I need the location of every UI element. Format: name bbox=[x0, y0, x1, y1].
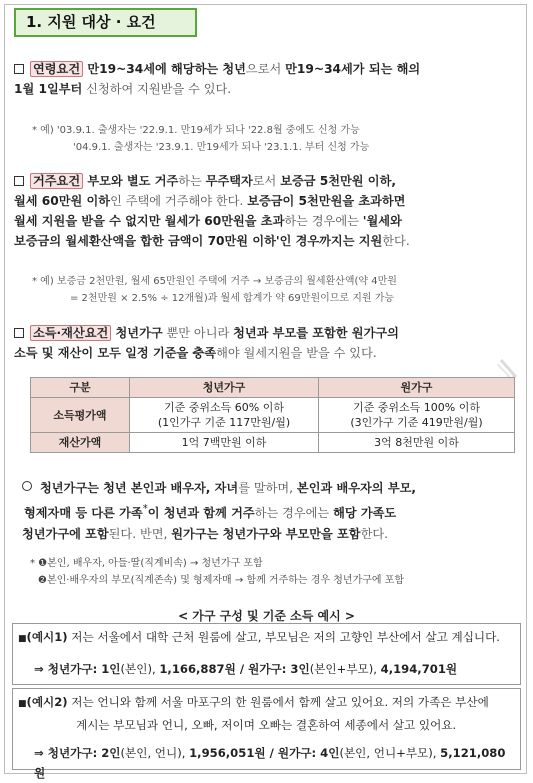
age-requirement bbox=[14, 59, 519, 99]
age-note bbox=[18, 122, 518, 156]
table-row-header: 재산가액 bbox=[31, 433, 130, 453]
household-text: 하는 경우에는 bbox=[254, 506, 334, 521]
cell-line: 기준 중위소득 100% 이하 bbox=[353, 401, 480, 414]
household-text: 를 말하며, bbox=[238, 481, 297, 495]
residence-note bbox=[18, 273, 518, 307]
table-header-cell: 구분 bbox=[31, 378, 130, 398]
example-tag: (예시2) bbox=[26, 695, 68, 709]
result-text: : 2인 bbox=[92, 746, 121, 760]
household-text: 형제자매 등 다른 가족 bbox=[24, 506, 143, 521]
household-note-line: * ❶본인, 배우자, 아들·딸(직계비속) → 청년가구 포함 bbox=[30, 558, 263, 569]
checkbox-square-icon bbox=[14, 176, 24, 186]
example-text: 저는 언니와 함께 서울 마포구의 한 원룸에서 함께 살고 있어요. 저의 가족은 부산에 bbox=[67, 695, 489, 709]
result-text: 4,194,701원 bbox=[380, 662, 458, 676]
result-text: / 원가구 bbox=[235, 662, 282, 676]
residence-text: 월세 60만원 이하 bbox=[14, 194, 111, 208]
residence-note-line: * 예) 보증금 2천만원, 월세 65만원인 주택에 거주 → 보증금의 월세환산액(약 4만원 bbox=[32, 276, 397, 287]
checkbox-square-icon bbox=[14, 328, 24, 338]
table-cell bbox=[130, 398, 319, 433]
age-text: 으로서 bbox=[245, 62, 286, 76]
income-text: 청년가구 bbox=[111, 326, 163, 340]
household-note-line: ❷본인·배우자의 부모(직계존속) 및 형제자매 → 함께 거주하는 경우 청년가구에 포함 bbox=[38, 575, 405, 586]
age-text: 1월 1일부터 bbox=[14, 82, 83, 96]
household-text: 본인과 배우자의 부모, bbox=[296, 481, 416, 495]
residence-text: 인 주택에 거주해야 한다. bbox=[110, 194, 248, 208]
examples-title: < 가구 구성 및 기준 소득 예시 > bbox=[178, 609, 355, 623]
residence-text: 보증금이 5천만원을 초과하면 bbox=[247, 194, 406, 208]
income-requirement bbox=[14, 323, 519, 363]
example-1-result bbox=[34, 659, 514, 679]
household-text: 청년가구는 청년 본인과 배우자, 자녀 bbox=[40, 481, 239, 495]
residence-text: 보증금의 월세환산액을 합한 금액이 70만원 이하'인 경우까지는 지원 bbox=[14, 234, 383, 248]
income-text: 청년과 부모를 포함한 원가구의 bbox=[233, 326, 399, 340]
result-text: 1,956,051원 bbox=[189, 746, 266, 760]
income-text: 소득 및 재산이 모두 일정 기준을 충족 bbox=[14, 346, 217, 360]
residence-text: 하는 경우에는 bbox=[284, 214, 363, 228]
example-1-text: ■(예시1) 저는 서울에서 대학 근처 원룸에 살고, 부모님은 저의 고향인 부산에서 살고 계십니다. bbox=[18, 630, 500, 644]
income-text: 뿐만 아니라 bbox=[162, 326, 234, 340]
residence-text: 하는 bbox=[178, 174, 206, 188]
household-definition bbox=[22, 478, 520, 545]
cell-line: (3인가구 기준 419만원/월) bbox=[350, 416, 483, 429]
example-2-text: ■(예시2) 저는 언니와 함께 서울 마포구의 한 원룸에서 함께 살고 있어요. 저의 가족은 부산에 계시는 부모님과 언니, 오빠, 저이며 오빠는 결혼하여 세종에서 살고 있어요. bbox=[18, 695, 489, 732]
age-note-line: '04.9.1. 출생자는 '23.9.1. 만19세가 되나 '23.1.1. 부터 신청 가능 bbox=[73, 142, 370, 153]
section-title: 1. 지원 대상 · 요건 bbox=[14, 8, 197, 37]
table-header-row bbox=[31, 378, 515, 398]
table-row-header: 소득평가액 bbox=[31, 398, 130, 433]
table-cell: 1억 7백만원 이하 bbox=[130, 433, 319, 453]
residence-text: 한다. bbox=[382, 234, 410, 248]
result-text: / 원가구 bbox=[265, 746, 312, 760]
age-text: 만19~34세가 되는 해의 bbox=[285, 62, 421, 76]
residence-text: 무주택자 bbox=[205, 174, 253, 188]
result-text: : 1인 bbox=[92, 662, 121, 676]
age-label: 연령요건 bbox=[30, 61, 83, 77]
household-note bbox=[18, 555, 518, 589]
example-text: 계시는 부모님과 언니, 오빠, 저이며 오빠는 결혼하여 세종에서 살고 있어요. bbox=[76, 718, 457, 732]
result-text: : 4인 bbox=[311, 746, 340, 760]
income-text: 해야 월세지원을 받을 수 있다. bbox=[216, 346, 377, 360]
income-criteria-table bbox=[30, 377, 515, 453]
residence-text: '월세와 bbox=[362, 214, 402, 228]
table-header-cell: 청년가구 bbox=[130, 378, 319, 398]
table-row bbox=[31, 433, 515, 453]
household-text: 청년가구에 포함 bbox=[22, 527, 109, 542]
household-text: 원가구는 청년가구와 부모만을 포함 bbox=[171, 527, 361, 542]
cell-line: 기준 중위소득 60% 이하 bbox=[164, 401, 284, 414]
residence-label: 거주요건 bbox=[30, 173, 83, 189]
age-text: 신청하여 지원받을 수 있다. bbox=[82, 82, 232, 96]
result-text: 5,121,080원 bbox=[34, 746, 506, 780]
residence-text: 부모와 별도 거주 bbox=[83, 174, 179, 188]
household-text: 한다. bbox=[360, 527, 388, 542]
result-text: ⇒ 청년가구 bbox=[34, 746, 93, 760]
result-text: ⇒ 청년가구 bbox=[34, 662, 93, 676]
residence-note-line: = 2천만원 × 2.5% ÷ 12개월)과 월세 합계가 약 69만원이므로 지원 가능 bbox=[70, 293, 395, 304]
household-text: 이 청년과 함께 거주 bbox=[147, 506, 255, 521]
checkbox-square-icon bbox=[14, 64, 24, 74]
table-cell bbox=[319, 398, 515, 433]
household-text: * bbox=[142, 504, 148, 515]
circle-bullet-icon bbox=[22, 481, 32, 491]
table-row bbox=[31, 398, 515, 433]
residence-text: 로서 bbox=[252, 174, 281, 188]
income-label: 소득·재산요건 bbox=[30, 325, 111, 341]
result-text: (본인+부모), bbox=[309, 662, 381, 676]
table-header-cell: 원가구 bbox=[319, 378, 515, 398]
residence-text: 월세 지원을 받을 수 없지만 월세가 60만원을 초과 bbox=[14, 214, 285, 228]
residence-text: 보증금 5천만원 이하, bbox=[280, 174, 396, 188]
age-note-line: * 예) '03.9.1. 출생자는 '22.9.1. 만19세가 되나 '22.8월 중에도 신청 가능 bbox=[32, 125, 360, 136]
result-text: (본인, 언니), bbox=[120, 746, 190, 760]
age-text: 만19~34세에 해당하는 청년 bbox=[83, 62, 246, 76]
residence-requirement bbox=[14, 171, 519, 251]
example-text: 저는 서울에서 대학 근처 원룸에 살고, 부모님은 저의 고향인 부산에서 살고 계십니다. bbox=[67, 630, 500, 644]
example-2-result bbox=[34, 743, 514, 783]
result-text: (본인), bbox=[120, 662, 160, 676]
household-text: 해당 가족도 bbox=[333, 506, 397, 521]
result-text: 1,166,887원 bbox=[159, 662, 236, 676]
table-cell: 3억 8천만원 이하 bbox=[319, 433, 515, 453]
result-text: : 3인 bbox=[281, 662, 310, 676]
cell-line: (1인가구 기준 117만원/월) bbox=[157, 416, 291, 429]
example-tag: (예시1) bbox=[26, 630, 68, 644]
result-text: (본인, 언니+부모), bbox=[339, 746, 441, 760]
household-text: 된다. 반면, bbox=[108, 527, 172, 542]
